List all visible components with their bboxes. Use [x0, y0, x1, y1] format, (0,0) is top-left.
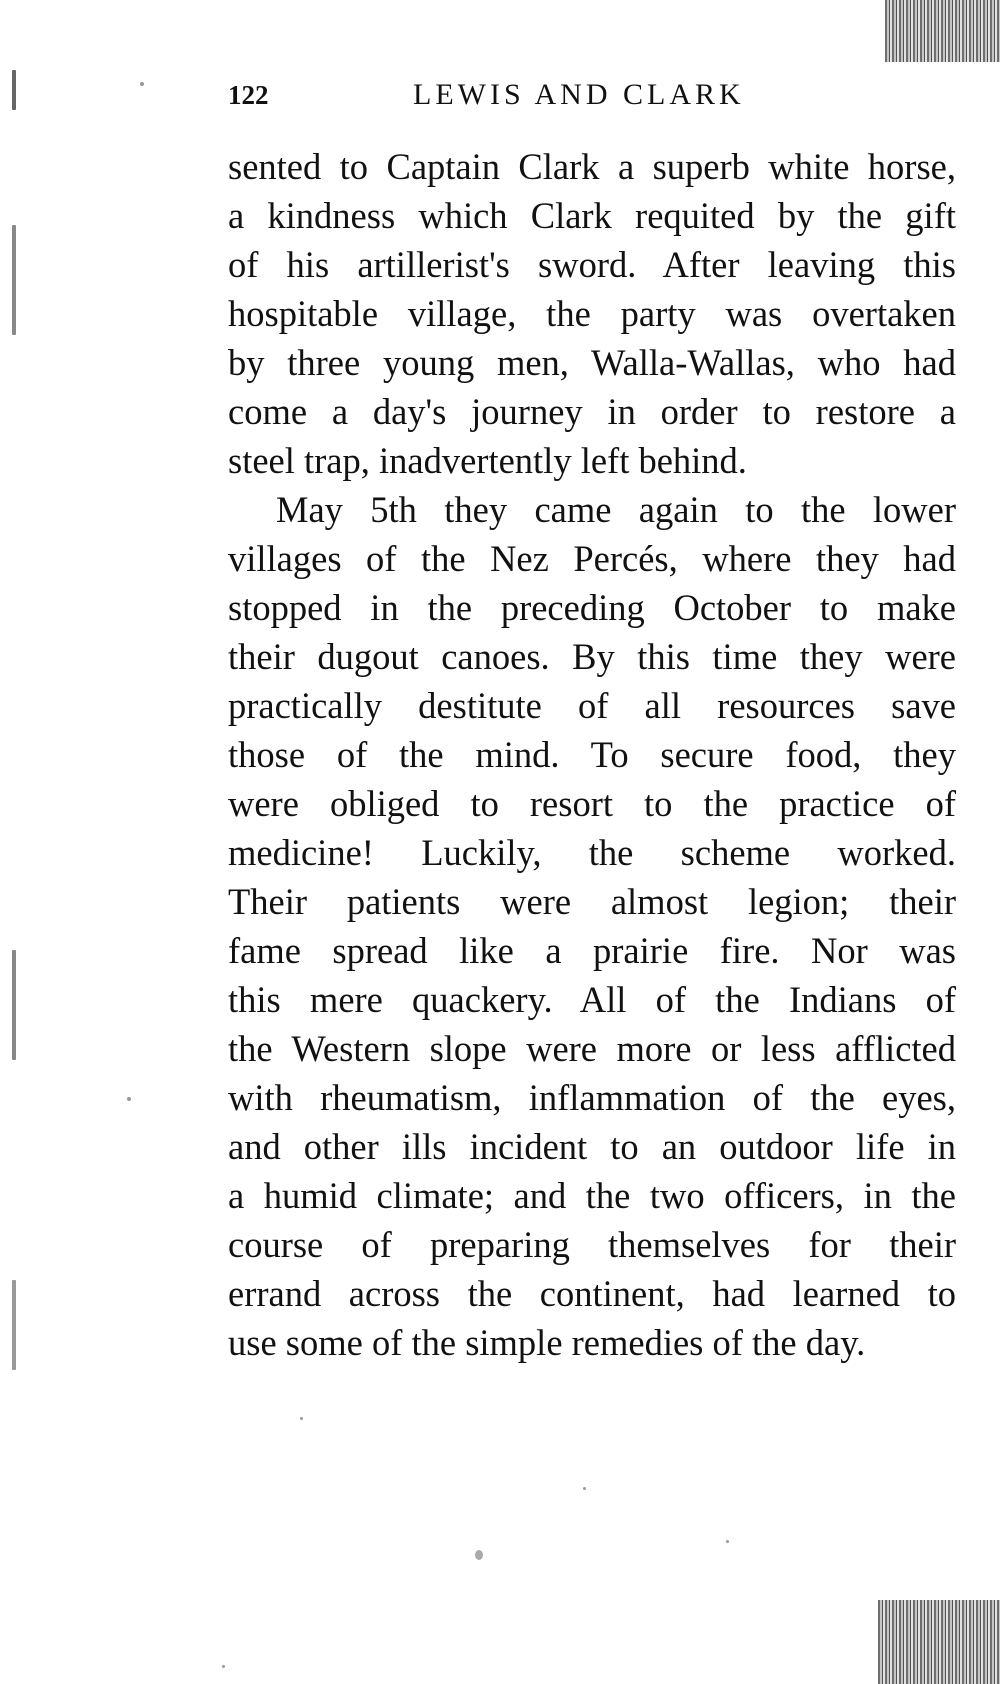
text-line: with rheumatism, inflammation of the eyes,: [228, 1077, 956, 1118]
text-line: the Western slope were more or less afflicted: [228, 1028, 956, 1069]
scan-speck: [726, 1540, 729, 1543]
text-line: sented to Captain Clark a superb white horse,: [228, 146, 956, 187]
scan-speck: [222, 1665, 225, 1668]
text-line: were obliged to resort to the practice of: [228, 783, 956, 824]
text-line: a kindness which Clark requited by the gift: [228, 195, 956, 236]
text-line: Their patients were almost legion; their: [228, 881, 956, 922]
paragraph-first-line: May 5th they came again to the lower: [276, 489, 956, 530]
body-text: [228, 142, 956, 1367]
page-number: 122: [228, 80, 269, 110]
text-line: fame spread like a prairie fire. Nor was: [228, 930, 956, 971]
text-line: those of the mind. To secure food, they: [228, 734, 956, 775]
text-line: course of preparing themselves for their: [228, 1224, 956, 1265]
text-line: of his artillerist's sword. After leaving this: [228, 244, 956, 285]
scan-speck: [140, 82, 144, 86]
text-line: their dugout canoes. By this time they were: [228, 636, 956, 677]
scan-speck: [583, 1487, 586, 1490]
scan-speck: [12, 70, 16, 110]
scan-speck: [475, 1550, 483, 1560]
running-head: LEWIS AND CLARK: [413, 78, 745, 111]
scan-speck: [12, 950, 16, 1060]
page-header: [228, 78, 958, 118]
text-line: stopped in the preceding October to make: [228, 587, 956, 628]
text-line: hospitable village, the party was overtaken: [228, 293, 956, 334]
text-line: come a day's journey in order to restore a: [228, 391, 956, 432]
scan-edge-bottom-right: [878, 1600, 1000, 1684]
text-line: use some of the simple remedies of the day.: [228, 1322, 866, 1363]
text-line: medicine! Luckily, the scheme worked.: [228, 832, 956, 873]
text-line: by three young men, Walla-Wallas, who had: [228, 342, 956, 383]
text-line: this mere quackery. All of the Indians of: [228, 979, 956, 1020]
scan-edge-top-right: [885, 0, 1000, 62]
scan-speck: [127, 1097, 131, 1101]
text-line: and other ills incident to an outdoor life in: [228, 1126, 956, 1167]
scan-speck: [12, 1280, 16, 1370]
text-line: villages of the Nez Percés, where they had: [228, 538, 956, 579]
text-line: a humid climate; and the two officers, in the: [228, 1175, 956, 1216]
scan-speck: [12, 225, 16, 335]
text-line: errand across the continent, had learned to: [228, 1273, 956, 1314]
scan-speck: [300, 1417, 303, 1420]
text-line: steel trap, inadvertently left behind.: [228, 440, 747, 481]
text-line: practically destitute of all resources save: [228, 685, 956, 726]
